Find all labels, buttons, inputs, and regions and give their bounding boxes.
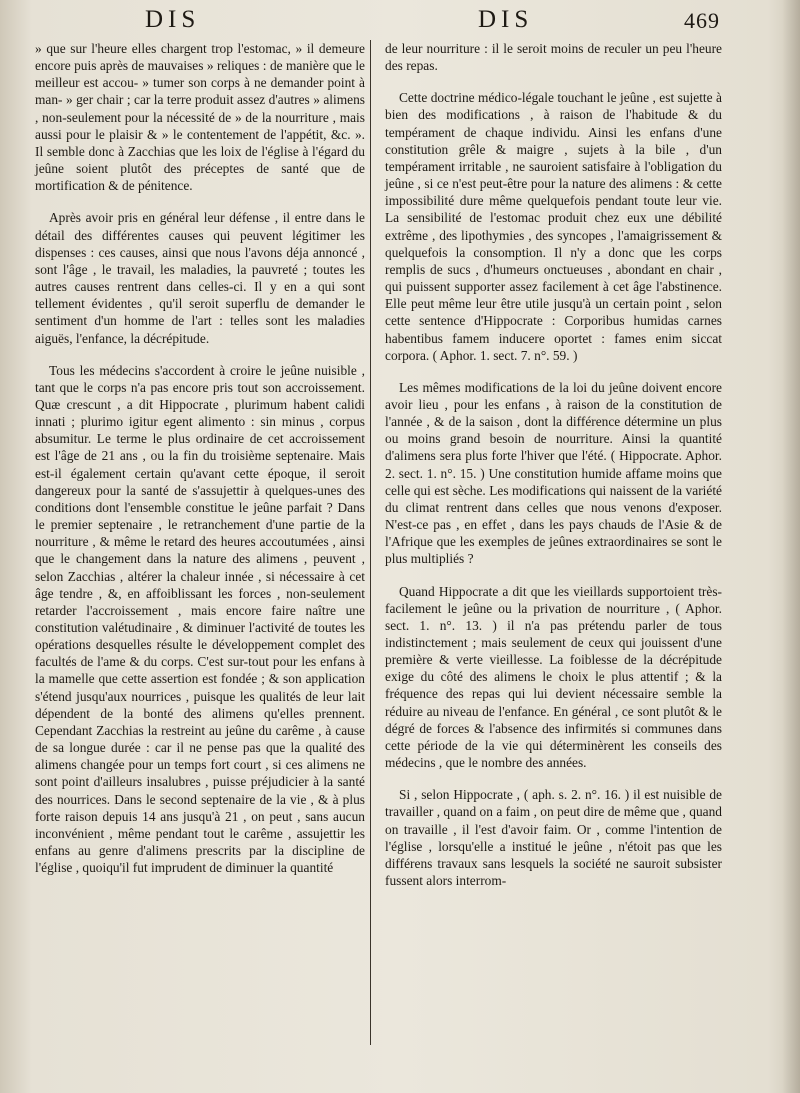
- right-paragraph-5: Si , selon Hippocrate , ( aph. s. 2. n°. 16. ) il est nuisible de travailler , quand on a faim , on peut dire de même que , quand on travaille , il l'est d'avoir faim. Or , comme l'intention de l'église , lorsqu'elle a institué le jeûne , n'étoit pas que les différens travaux sans lesquels la société ne sauroit subsister fussent alors interrom-: [385, 787, 722, 889]
- left-column: [35, 40, 365, 891]
- right-paragraph-4: Quand Hippocrate a dit que les vieillards supportoient très-facilement le jeûne ou la privation de nourriture , ( Aphor. sect. 1. n°. 13. ) il n'a pas prétendu parler de tous indistinctement ; mais seulement de ceux qui jouissent d'une première & verte vieillesse. La foiblesse de la décrépitude exige du côté des alimens le choix le plus attentif ; & la fréquence des repas qui lui devient nécessaire semble la réduire au niveau de l'enfance. En général , ce sont plutôt & le dégré de forces & l'absence des infirmités si communes dans cette période de la vie qui déterminèrent les conseils des médecins , que le nombre des années.: [385, 583, 722, 771]
- left-paragraph-2: Après avoir pris en général leur défense , il entre dans le détail des différentes causes qui peuvent légitimer les dispenses : ces causes, ainsi que nous l'avons déja annoncé , sont l'âge , le travail, les maladies, la pauvreté ; toutes les autres causes rentrent dans celles-ci. Il y en a qui sont tellement évidentes , qu'il seroit superflu de demander le sentiment d'un homme de l'art : telles sont les maladies aiguës, l'enfance, la décrépitude.: [35, 210, 365, 346]
- left-paragraph-1: » que sur l'heure elles chargent trop l'estomac, » il demeure encore puis après de mauvaises » reliques : de manière que le meilleur est accou- » tumer son corps à ne demander point à man- » ger chair ; car la terre produit assez d'autres » alimens , non-seulement pour la nécessité de » de la nourriture , mais aussi pour le plaisir & » le contentement de l'appétit, &c. ». Il semble donc à Zacchias que les loix de l'église à l'égard du jeûne soient plutôt des préceptes de santé que de mortification & de pénitence.: [35, 41, 365, 194]
- page-edge-shadow: [782, 0, 800, 1093]
- running-head-left: DIS: [145, 6, 201, 33]
- right-paragraph-1: de leur nourriture : il le seroit moins de reculer un peu l'heure des repas.: [385, 41, 722, 74]
- running-head-right: DIS: [478, 6, 534, 33]
- left-paragraph-3: Tous les médecins s'accordent à croire le jeûne nuisible , tant que le corps n'a pas encore pris tout son accroissement. Quæ crescunt , a dit Hippocrate , plurimum habent calidi innati ; plurimo igitur egent alimento : sin minus , corpus absumitur. Le terme le plus ordinaire de cet accroissement est l'âge de 21 ans , ou la fin du troisième septenaire. Mais est-il également certain qu'avant cette époque, il seroit dangereux pour la santé de s'assujettir à quelques-unes des conditions dont l'ensemble constitue le jeûne parfait ? Dans le premier septenaire , le retranchement d'une partie de la nourriture , & même le retard des heures accoutumées , ainsi que le changement dans la nature des alimens , peuvent , selon Zacchias , altérer la chaleur innée , si nécessaire à cet âge tendre , &, en affoiblissant les forces , non-seulement retarder l'accroissement , mais encore faire naître une constitution valétudinaire , & diminuer l'activité de toutes les opérations desquelles résulte le développement complet des facultés de l'ame & du corps. C'est sur-tout pour les enfans à la mamelle que cette assertion est fondée ; & son application s'étend jusqu'aux nourrices , puisque les qualités de leur lait dépendent de la bonté des alimens qu'elles prennent. Cependant Zacchias la restreint au jeûne du carême , à cause de sa longue durée : car il ne pense pas que la qualité des alimens changée pour un temps fort court , si ces alimens ne sont point d'ailleurs insalubres , puisse préjudicier à la santé des nourrices. Dans le second septenaire de la vie , & à plus forte raison depuis 14 ans jusqu'à 21 , on peut , sans aucun inconvénient , même pendant tout le carême , assujettir les enfans au genre d'alimens prescrits par la discipline de l'église , quoiqu'il fut imprudent de diminuer la quantité: [35, 362, 365, 876]
- right-column: [385, 40, 722, 904]
- column-divider: [370, 40, 371, 1045]
- page-number: 469: [684, 8, 720, 33]
- right-paragraph-2: Cette doctrine médico-légale touchant le jeûne , est sujette à bien des modifications , à raison de l'habitude & du tempérament de chaque individu. Ainsi les enfans d'une constitution grêle & maigre , sujets à la bile , d'un tempérament irritable , ne sauroient satisfaire à l'obligation du jeûne , si ce n'est peut-être pour la nature des alimens : & cette impossibilité dure même quelquefois pendant toute leur vie. La sensibilité de l'estomac produit chez eux une débilité extrême , des lipothymies , des syncopes , l'amaigrissement & quelquefois la consomption. Il n'y a donc que les corps remplis de sucs , d'humeurs onctueuses , abondant en chair , qui puissent supporter assez facilement à cet âge l'abstinence. Elle peut même leur être utile jusqu'à un certain point , selon cette sentence d'Hippocrate : Corporibus humidas carnes habentibus famem inducere oportet : fames enim siccat corpora. ( Aphor. 1. sect. 7. n°. 59. ): [385, 90, 722, 363]
- right-paragraph-3: Les mêmes modifications de la loi du jeûne doivent encore avoir lieu , pour les enfans , à raison de la constitution de l'année , & de la saison , dont la différence détermine un plus ou moins grand besoin de nourriture. Ainsi la quantité d'alimens sera plus forte l'hiver que l'été. ( Hippocrate. Aphor. 2. sect. 1. n°. 15. ) Une constitution humide affame moins que celle qui est sèche. Les modifications qui naissent de la variété du climat rentrent dans celles que nous venons d'exposer. N'est-ce pas , en effet , dans les pays chauds de l'Asie & de l'Afrique que les exemples de jeûnes extraordinaires se sont le plus multipliés ?: [385, 379, 722, 567]
- running-head: [0, 6, 800, 40]
